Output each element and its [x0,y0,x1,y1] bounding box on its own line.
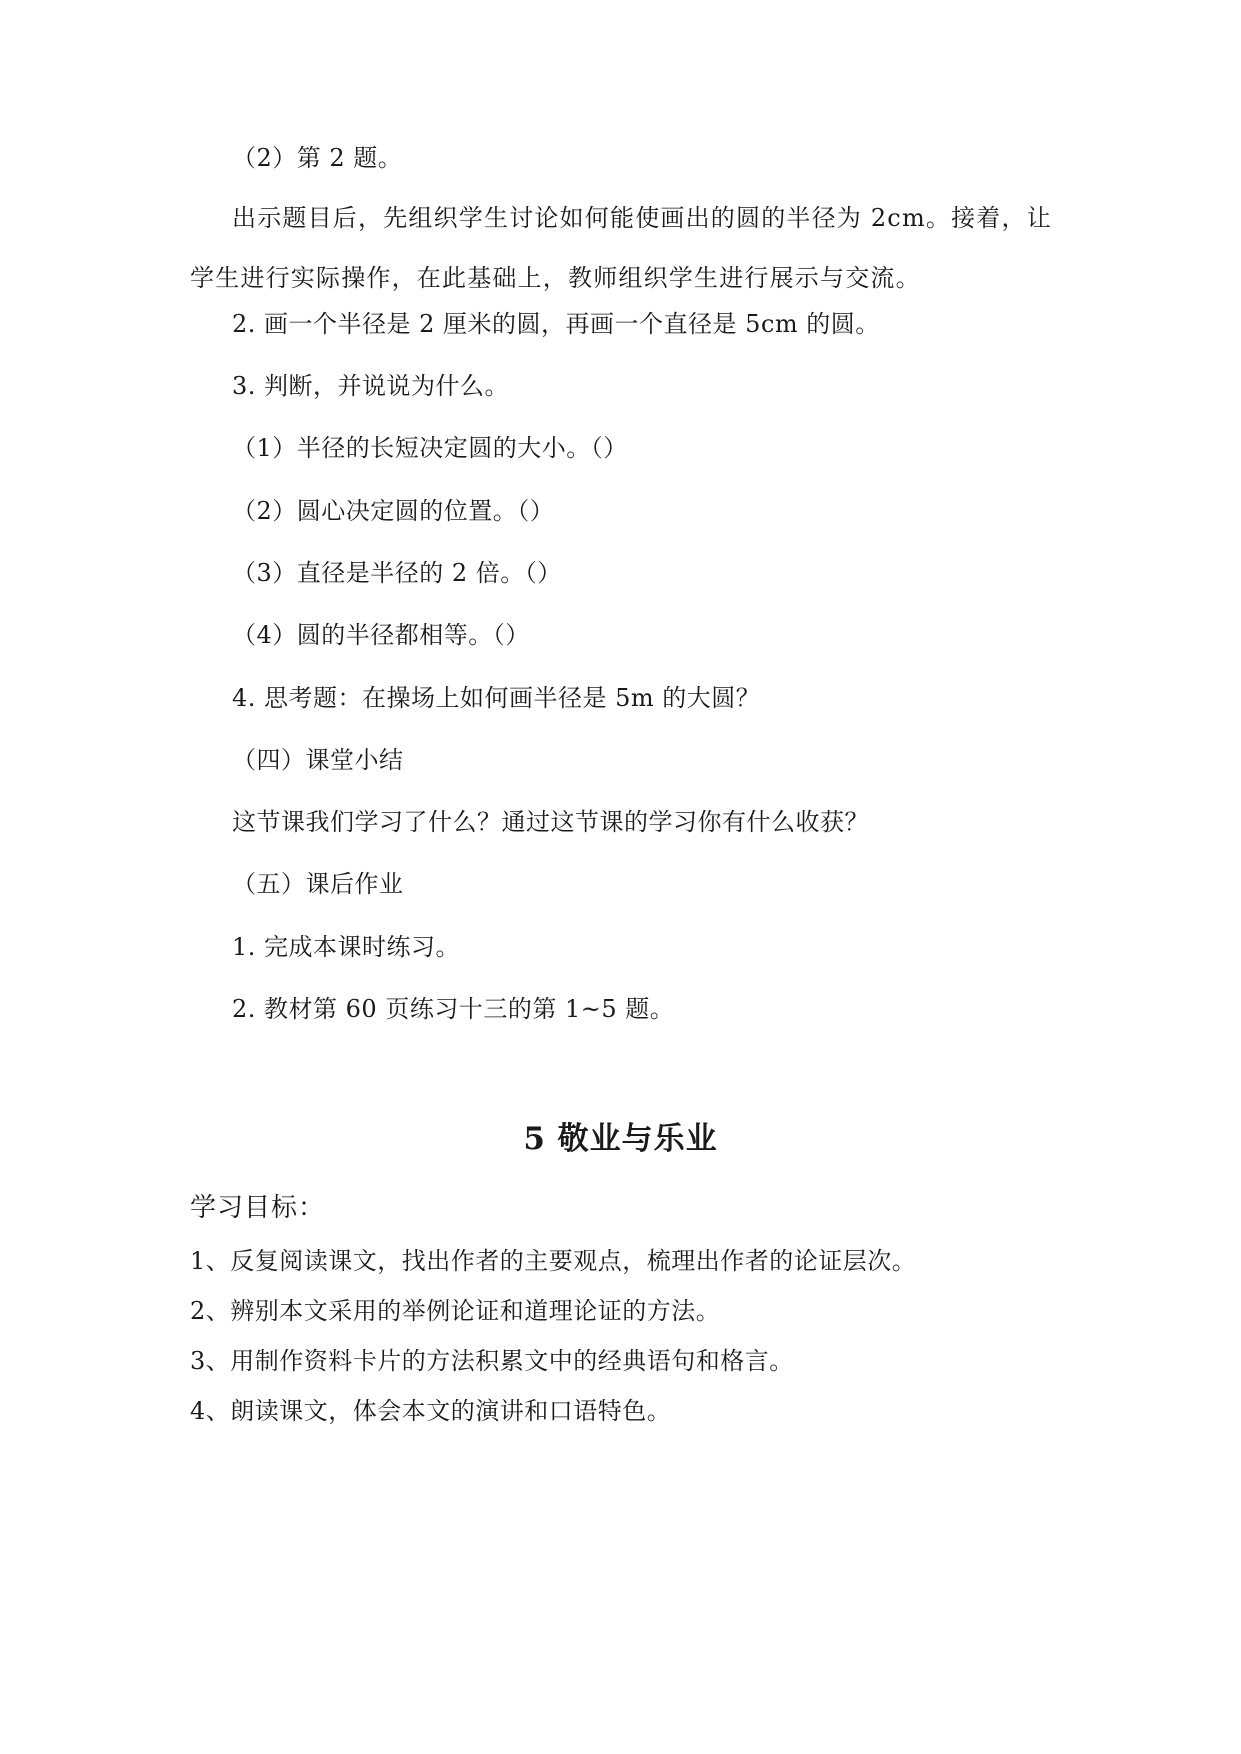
objective-item: 1、反复阅读课文，找出作者的主要观点，梳理出作者的论证层次。 [190,1247,917,1275]
judge-item-4: （4）圆的半径都相等。（） [232,621,530,649]
item-2-heading: （2）第 2 题。 [232,144,403,172]
summary-heading: （四）课堂小结 [232,746,404,774]
homework-heading: （五）课后作业 [232,870,404,898]
judge-item-3: （3）直径是半径的 2 倍。（） [232,559,562,587]
homework-item-2: 2. 教材第 60 页练习十三的第 1~5 题。 [232,995,675,1023]
judge-item-2: （2）圆心决定圆的位置。（） [232,497,555,525]
judge-item-1: （1）半径的长短决定圆的大小。（） [232,434,628,462]
homework-item-1: 1. 完成本课时练习。 [232,933,461,961]
lesson-title: 5 敬业与乐业 [523,1121,718,1157]
exercise-3: 3. 判断，并说说为什么。 [232,372,510,400]
objectives-heading: 学习目标： [190,1193,326,1223]
exercise-2: 2. 画一个半径是 2 厘米的圆，再画一个直径是 5cm 的圆。 [232,310,880,338]
exercise-4: 4. 思考题：在操场上如何画半径是 5m 的大圆？ [232,684,761,712]
summary-body: 这节课我们学习了什么？通过这节课的学习你有什么收获？ [232,808,869,836]
objective-item: 4、朗读课文，体会本文的演讲和口语特色。 [190,1397,672,1425]
item-2-body: 出示题目后，先组织学生讨论如何能使画出的圆的半径为 2cm。接着，让学生进行实际操作，在此基础上，教师组织学生进行展示与交流。 [190,204,1052,292]
objective-item: 2、辨别本文采用的举例论证和道理论证的方法。 [190,1297,721,1325]
objective-item: 3、用制作资料卡片的方法积累文中的经典语句和格言。 [190,1347,794,1375]
